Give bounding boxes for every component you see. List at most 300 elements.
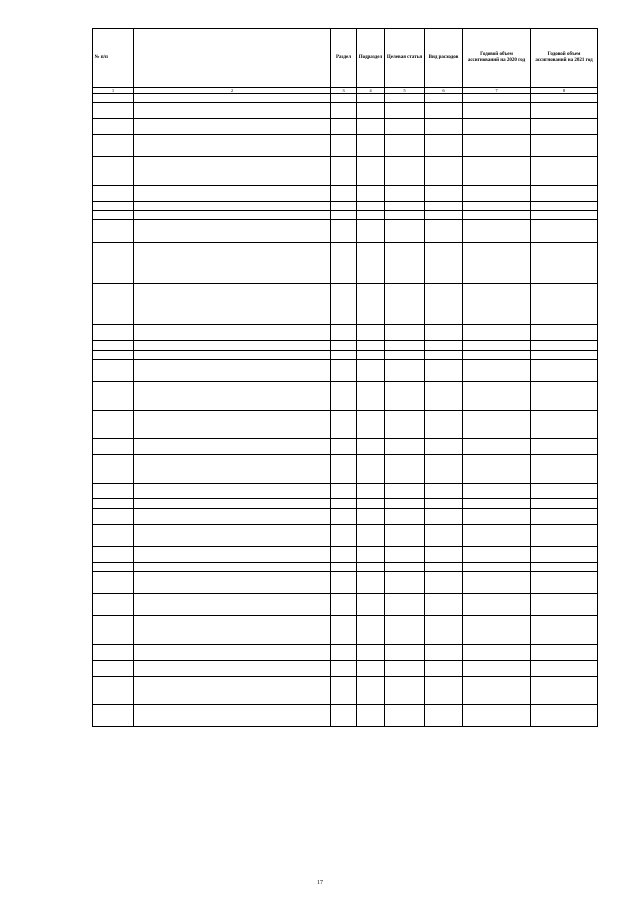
- table-cell: [134, 242, 331, 283]
- table-cell: [134, 594, 331, 616]
- table-cell: [385, 705, 425, 727]
- table-cell: [357, 382, 385, 411]
- table-cell: [331, 185, 357, 201]
- table-cell: [357, 242, 385, 283]
- table-cell: [425, 562, 463, 571]
- table-cell: [93, 157, 134, 186]
- table-cell: [93, 524, 134, 546]
- table-cell: [134, 185, 331, 201]
- table-cell: [531, 572, 598, 594]
- table-cell: [331, 325, 357, 341]
- table-cell: [385, 499, 425, 508]
- table-cell: [93, 410, 134, 439]
- table-cell: [385, 201, 425, 210]
- table-cell: [385, 660, 425, 676]
- table-cell: [134, 562, 331, 571]
- table-cell: [531, 341, 598, 350]
- table-row: [93, 283, 598, 324]
- table-cell: [134, 499, 331, 508]
- table-cell: [93, 242, 134, 283]
- table-cell: [331, 594, 357, 616]
- table-cell: [93, 705, 134, 727]
- table-cell: [331, 134, 357, 156]
- table-cell: [531, 201, 598, 210]
- table-cell: [93, 439, 134, 455]
- table-cell: [463, 103, 531, 119]
- table-cell: [531, 616, 598, 645]
- table-cell: [385, 616, 425, 645]
- table-row: [93, 325, 598, 341]
- table-cell: [531, 210, 598, 219]
- table-cell: [331, 103, 357, 119]
- table-row: [93, 242, 598, 283]
- table-cell: [93, 359, 134, 381]
- table-cell: [425, 325, 463, 341]
- table-cell: [93, 185, 134, 201]
- table-row: [93, 134, 598, 156]
- table-cell: [134, 524, 331, 546]
- table-cell: [331, 242, 357, 283]
- table-cell: [357, 499, 385, 508]
- table-cell: [425, 660, 463, 676]
- table-cell: [531, 508, 598, 524]
- table-cell: [134, 119, 331, 135]
- col-2021-header: Годовой объем ассигнований на 2021 год: [531, 29, 598, 88]
- table-cell: [93, 103, 134, 119]
- col-number-8: 8: [531, 88, 598, 94]
- table-cell: [531, 134, 598, 156]
- table-cell: [463, 546, 531, 562]
- table-cell: [385, 594, 425, 616]
- page-number: 17: [317, 880, 323, 886]
- table-cell: [425, 185, 463, 201]
- table-cell: [357, 546, 385, 562]
- table-row: [93, 210, 598, 219]
- table-cell: [357, 616, 385, 645]
- table-row: [93, 483, 598, 499]
- table-cell: [134, 341, 331, 350]
- table-cell: [93, 483, 134, 499]
- table-cell: [134, 410, 331, 439]
- header-row: [93, 29, 598, 88]
- table-cell: [463, 382, 531, 411]
- table-row: [93, 119, 598, 135]
- table-cell: [357, 410, 385, 439]
- col-target-header: Целевая статья: [385, 29, 425, 88]
- table-cell: [425, 350, 463, 359]
- table-cell: [463, 644, 531, 660]
- table-cell: [93, 616, 134, 645]
- table-cell: [425, 242, 463, 283]
- table-cell: [93, 382, 134, 411]
- table-cell: [385, 483, 425, 499]
- table-cell: [463, 562, 531, 571]
- table-cell: [425, 359, 463, 381]
- table-cell: [385, 508, 425, 524]
- table-row: [93, 508, 598, 524]
- table-cell: [425, 94, 463, 103]
- table-cell: [93, 325, 134, 341]
- table-row: [93, 660, 598, 676]
- table-cell: [331, 210, 357, 219]
- table-cell: [463, 201, 531, 210]
- table-cell: [357, 644, 385, 660]
- table-cell: [531, 119, 598, 135]
- table-cell: [93, 508, 134, 524]
- table-cell: [531, 103, 598, 119]
- table-cell: [385, 242, 425, 283]
- table-cell: [357, 508, 385, 524]
- table-cell: [93, 210, 134, 219]
- table-row: [93, 185, 598, 201]
- table-cell: [463, 410, 531, 439]
- table-cell: [385, 439, 425, 455]
- table-cell: [425, 572, 463, 594]
- table-cell: [134, 220, 331, 242]
- table-cell: [331, 455, 357, 484]
- table-row: [93, 350, 598, 359]
- table-row: [93, 644, 598, 660]
- table-cell: [385, 185, 425, 201]
- table-row: [93, 705, 598, 727]
- table-cell: [134, 508, 331, 524]
- table-cell: [93, 341, 134, 350]
- table-cell: [134, 325, 331, 341]
- table-cell: [93, 283, 134, 324]
- table-row: [93, 201, 598, 210]
- table-cell: [357, 524, 385, 546]
- table-row: [93, 455, 598, 484]
- table-cell: [425, 103, 463, 119]
- table-cell: [331, 562, 357, 571]
- table-cell: [331, 676, 357, 705]
- table-cell: [93, 350, 134, 359]
- table-cell: [463, 157, 531, 186]
- table-cell: [425, 594, 463, 616]
- table-cell: [331, 359, 357, 381]
- table-cell: [93, 660, 134, 676]
- table-cell: [385, 644, 425, 660]
- table-cell: [463, 676, 531, 705]
- table-cell: [531, 499, 598, 508]
- table-cell: [93, 134, 134, 156]
- table-cell: [463, 325, 531, 341]
- table-cell: [93, 220, 134, 242]
- table-cell: [331, 524, 357, 546]
- table-cell: [357, 341, 385, 350]
- table-cell: [531, 220, 598, 242]
- col-name-header: [134, 29, 331, 88]
- table-cell: [357, 455, 385, 484]
- table-cell: [93, 201, 134, 210]
- table-cell: [463, 499, 531, 508]
- table-cell: [425, 616, 463, 645]
- table-cell: [463, 283, 531, 324]
- table-cell: [357, 283, 385, 324]
- table-cell: [463, 220, 531, 242]
- table-cell: [463, 94, 531, 103]
- col-number-header: № п/п: [93, 29, 134, 88]
- table-cell: [93, 594, 134, 616]
- col-number-7: 7: [463, 88, 531, 94]
- table-cell: [357, 594, 385, 616]
- table-cell: [357, 483, 385, 499]
- table-cell: [357, 119, 385, 135]
- table-cell: [331, 119, 357, 135]
- table-cell: [134, 94, 331, 103]
- col-section-header: Раздел: [331, 29, 357, 88]
- table-cell: [357, 705, 385, 727]
- table-cell: [134, 201, 331, 210]
- table-cell: [357, 350, 385, 359]
- col-subsection-header: Подраздел: [357, 29, 385, 88]
- table-cell: [531, 524, 598, 546]
- table-cell: [331, 382, 357, 411]
- table-cell: [331, 499, 357, 508]
- table-cell: [385, 572, 425, 594]
- table-row: [93, 616, 598, 645]
- table-cell: [357, 185, 385, 201]
- table-cell: [425, 210, 463, 219]
- col-2020-header: Годовой объем ассигнований на 2020 год: [463, 29, 531, 88]
- table-cell: [357, 103, 385, 119]
- table-cell: [134, 676, 331, 705]
- table-cell: [385, 341, 425, 350]
- table-row: [93, 499, 598, 508]
- table-cell: [93, 94, 134, 103]
- table-cell: [357, 220, 385, 242]
- table-cell: [385, 382, 425, 411]
- col-number-5: 5: [385, 88, 425, 94]
- table-cell: [531, 705, 598, 727]
- table-row: [93, 359, 598, 381]
- col-number-4: 4: [357, 88, 385, 94]
- table-cell: [93, 455, 134, 484]
- table-cell: [425, 341, 463, 350]
- table-cell: [331, 350, 357, 359]
- table-cell: [357, 676, 385, 705]
- table-cell: [357, 562, 385, 571]
- table-cell: [385, 157, 425, 186]
- table-cell: [331, 705, 357, 727]
- table-cell: [357, 134, 385, 156]
- table-row: [93, 546, 598, 562]
- table-cell: [331, 644, 357, 660]
- table-cell: [331, 283, 357, 324]
- table-cell: [425, 119, 463, 135]
- table-cell: [463, 660, 531, 676]
- table-cell: [463, 210, 531, 219]
- table-cell: [531, 455, 598, 484]
- table-cell: [385, 119, 425, 135]
- table-cell: [331, 201, 357, 210]
- table-cell: [331, 220, 357, 242]
- table-row: [93, 572, 598, 594]
- table-cell: [463, 705, 531, 727]
- table-cell: [385, 359, 425, 381]
- table-cell: [93, 546, 134, 562]
- table-cell: [385, 134, 425, 156]
- table-row: [93, 524, 598, 546]
- table-cell: [385, 410, 425, 439]
- table-cell: [385, 676, 425, 705]
- table-cell: [134, 103, 331, 119]
- table-cell: [425, 705, 463, 727]
- table-cell: [134, 455, 331, 484]
- table-row: [93, 439, 598, 455]
- table-cell: [134, 483, 331, 499]
- table-cell: [425, 410, 463, 439]
- table-cell: [134, 350, 331, 359]
- table-cell: [357, 325, 385, 341]
- table-cell: [331, 546, 357, 562]
- table-cell: [134, 572, 331, 594]
- table-cell: [385, 220, 425, 242]
- table-cell: [385, 562, 425, 571]
- table-cell: [385, 524, 425, 546]
- table-cell: [134, 382, 331, 411]
- table-cell: [425, 439, 463, 455]
- table-cell: [331, 410, 357, 439]
- table-cell: [93, 562, 134, 571]
- table-cell: [425, 382, 463, 411]
- table-cell: [385, 103, 425, 119]
- table-cell: [531, 185, 598, 201]
- col-number-3: 3: [331, 88, 357, 94]
- table-cell: [425, 508, 463, 524]
- table-cell: [134, 359, 331, 381]
- table-cell: [463, 524, 531, 546]
- table-cell: [331, 616, 357, 645]
- table-cell: [425, 455, 463, 484]
- col-expense-type-header: Вид расходов: [425, 29, 463, 88]
- table-cell: [134, 660, 331, 676]
- table-cell: [93, 572, 134, 594]
- table-row: [93, 220, 598, 242]
- table-cell: [357, 210, 385, 219]
- col-number-6: 6: [425, 88, 463, 94]
- table-row: [93, 562, 598, 571]
- table-cell: [531, 546, 598, 562]
- table-cell: [134, 210, 331, 219]
- table-cell: [531, 644, 598, 660]
- table-cell: [463, 242, 531, 283]
- table-cell: [531, 382, 598, 411]
- table-cell: [425, 524, 463, 546]
- table-cell: [425, 283, 463, 324]
- table-cell: [531, 483, 598, 499]
- table-row: [93, 382, 598, 411]
- table-cell: [425, 134, 463, 156]
- table-cell: [93, 676, 134, 705]
- table-cell: [531, 350, 598, 359]
- table-cell: [134, 546, 331, 562]
- table-cell: [331, 439, 357, 455]
- table-cell: [463, 134, 531, 156]
- col-number-2: 2: [134, 88, 331, 94]
- table-cell: [357, 157, 385, 186]
- table-cell: [357, 201, 385, 210]
- table-cell: [331, 660, 357, 676]
- table-cell: [425, 157, 463, 186]
- budget-table: [92, 28, 598, 727]
- table-cell: [331, 341, 357, 350]
- table-cell: [531, 359, 598, 381]
- table-cell: [531, 594, 598, 616]
- table-cell: [463, 572, 531, 594]
- table-cell: [531, 325, 598, 341]
- table-row: [93, 103, 598, 119]
- table-cell: [425, 220, 463, 242]
- table-cell: [134, 439, 331, 455]
- table-row: [93, 94, 598, 103]
- table-cell: [425, 499, 463, 508]
- table-cell: [385, 455, 425, 484]
- table-cell: [463, 455, 531, 484]
- table-cell: [463, 508, 531, 524]
- table-cell: [331, 94, 357, 103]
- table-cell: [385, 350, 425, 359]
- table-cell: [385, 325, 425, 341]
- table-cell: [134, 616, 331, 645]
- table-row: [93, 594, 598, 616]
- table-cell: [531, 562, 598, 571]
- table-cell: [93, 499, 134, 508]
- table-cell: [531, 94, 598, 103]
- table-cell: [531, 283, 598, 324]
- table-cell: [425, 201, 463, 210]
- table-cell: [463, 185, 531, 201]
- table-cell: [531, 660, 598, 676]
- table-row: [93, 157, 598, 186]
- table-cell: [385, 210, 425, 219]
- table-cell: [425, 546, 463, 562]
- budget-table-sheet: [92, 28, 597, 727]
- table-cell: [463, 341, 531, 350]
- table-cell: [134, 644, 331, 660]
- table-cell: [463, 616, 531, 645]
- table-cell: [463, 594, 531, 616]
- table-cell: [425, 483, 463, 499]
- table-cell: [134, 705, 331, 727]
- table-cell: [357, 359, 385, 381]
- table-row: [93, 341, 598, 350]
- table-cell: [425, 644, 463, 660]
- table-cell: [93, 119, 134, 135]
- table-cell: [531, 676, 598, 705]
- table-row: [93, 676, 598, 705]
- table-cell: [463, 483, 531, 499]
- table-cell: [357, 439, 385, 455]
- table-cell: [357, 572, 385, 594]
- table-cell: [134, 283, 331, 324]
- table-cell: [331, 508, 357, 524]
- table-cell: [531, 410, 598, 439]
- table-cell: [385, 546, 425, 562]
- table-cell: [531, 242, 598, 283]
- table-cell: [531, 439, 598, 455]
- table-cell: [463, 119, 531, 135]
- table-cell: [331, 157, 357, 186]
- table-cell: [531, 157, 598, 186]
- col-number-1: 1: [93, 88, 134, 94]
- table-cell: [331, 572, 357, 594]
- table-cell: [357, 94, 385, 103]
- table-cell: [425, 676, 463, 705]
- table-row: [93, 410, 598, 439]
- table-cell: [134, 157, 331, 186]
- table-cell: [331, 483, 357, 499]
